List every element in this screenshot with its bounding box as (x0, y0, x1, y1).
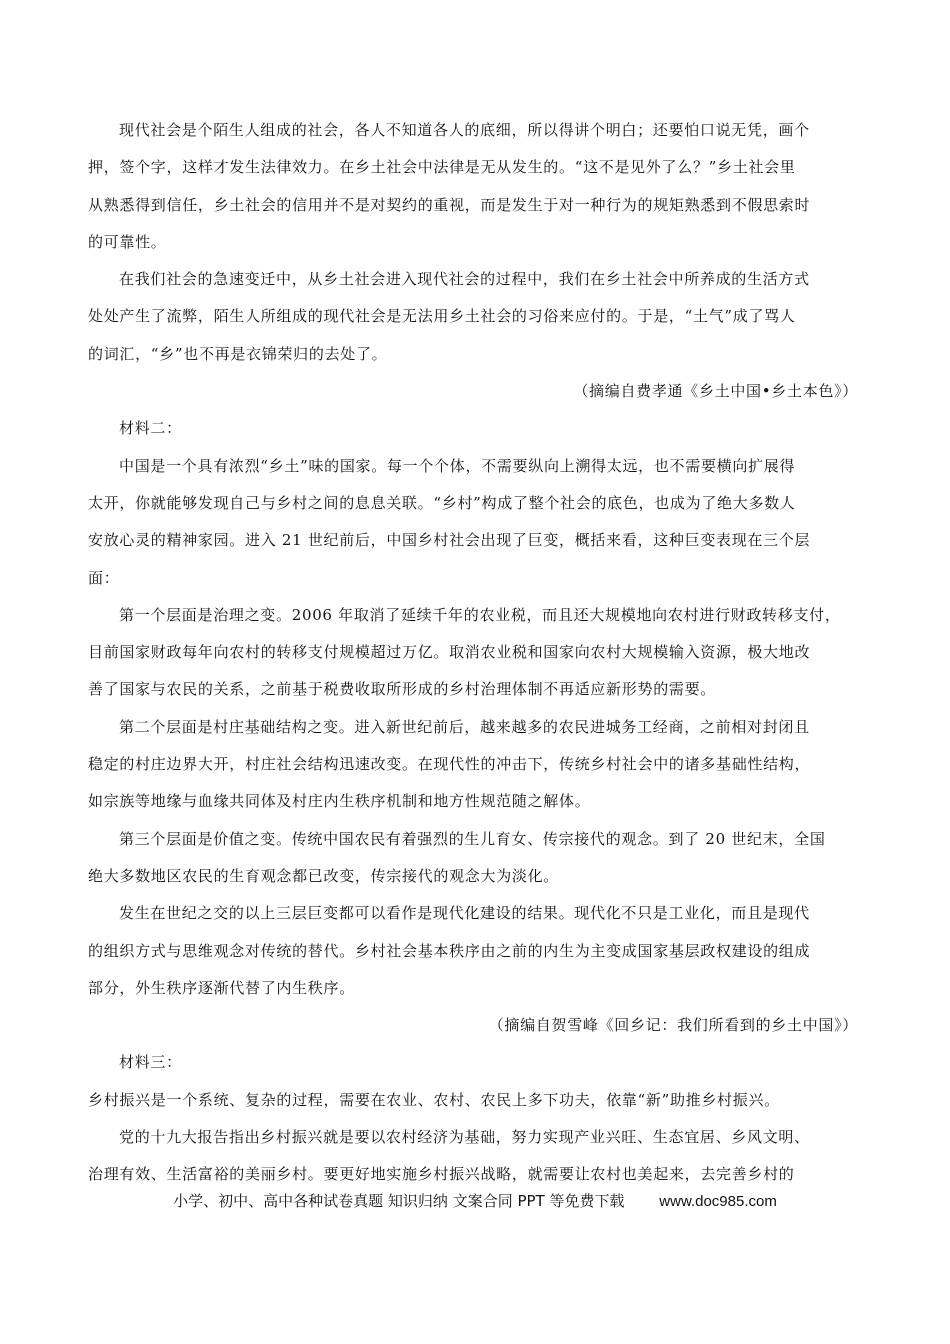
paragraph-line: 押，签个字，这样才发生法律效力。在乡土社会中法律是无从发生的。“这不是见外了么？”乡土社会里 (88, 158, 796, 177)
paragraph-line: 面： (88, 568, 120, 587)
source-citation: （摘编自费孝通《乡土中国•乡土本色》） (573, 382, 858, 401)
paragraph-line: 现代社会是个陌生人组成的社会，各人不知道各人的底细，所以得讲个明白；还要怕口说无凭，画个 (119, 121, 810, 139)
paragraph-line: 第二个层面是村庄基础结构之变。进入新世纪前后，越来越多的农民进城务工经商，之前相对封闭且 (119, 717, 810, 736)
section-heading: 材料二： (119, 419, 182, 438)
paragraph-line: 中国是一个具有浓烈“乡土”味的国家。每一个个体，不需要纵向上溯得太远，也不需要横向扩展得 (119, 456, 796, 475)
paragraph-line: 目前国家财政每年向农村的转移支付规模超过万亿。取消农业税和国家向农村大规模输入资源，极大地改 (88, 643, 811, 662)
paragraph-line: 如宗族等地缘与血缘共同体及村庄内生秩序机制和地方性规范随之解体。 (88, 792, 591, 811)
paragraph-line: 党的十九大报告指出乡村振兴就是要以农村经济为基础，努力实现产业兴旺、生态宜居、乡风文明、 (119, 1128, 810, 1147)
paragraph-line: 安放心灵的精神家园。进入 21 世纪前后，中国乡村社会出现了巨变，概括来看，这种巨变表现在三个层 (88, 531, 811, 550)
paragraph-line: 发生在世纪之交的以上三层巨变都可以看作是现代化建设的结果。现代化不只是工业化，而且是现代 (119, 904, 810, 923)
paragraph-line: 治理有效、生活富裕的美丽乡村。要更好地实施乡村振兴战略，就需要让农村也美起来，去完善乡村的 (88, 1165, 795, 1184)
paragraph-line: 善了国家与农民的关系，之前基于税费收取所形成的乡村治理体制不再适应新形势的需要。 (88, 680, 717, 699)
paragraph-line: 第一个层面是治理之变。2006 年取消了延续千年的农业税，而且还大规模地向农村进行财政转移支付， (119, 605, 841, 624)
paragraph-line: 的组织方式与思维观念对传统的替代。乡村社会基本秩序由之前的内生为主变成国家基层政权建设的组成 (88, 941, 811, 960)
paragraph-line: 在我们社会的急速变迁中，从乡土社会进入现代社会的过程中，我们在乡土社会中所养成的生活方式 (119, 270, 810, 289)
footer-site-link[interactable]: www.doc985.com (659, 1193, 777, 1210)
article-body (88, 112, 860, 1194)
paragraph-line: 乡村振兴是一个系统、复杂的过程，需要在农业、农村、农民上多下功夫，依靠“新”助推乡村振兴。 (88, 1090, 780, 1109)
paragraph-line: 从熟悉得到信任，乡土社会的信用并不是对契约的重视，而是发生于对一种行为的规矩熟悉到不假思索时 (88, 195, 811, 214)
paragraph-line: 的可靠性。 (88, 232, 167, 251)
paragraph-line: 第三个层面是价值之变。传统中国农民有着强烈的生儿育女、传宗接代的观念。到了 20 世纪末，全国 (119, 829, 826, 848)
paragraph-line: 绝大多数地区农民的生育观念都已改变，传宗接代的观念大为淡化。 (88, 866, 560, 885)
page-footer (0, 1190, 950, 1216)
source-citation: （摘编自贺雪峰《回乡记：我们所看到的乡土中国》） (488, 1016, 858, 1035)
footer-text: 小学、初中、高中各种试卷真题 知识归纳 文案合同 PPT 等免费下载 (173, 1192, 625, 1210)
paragraph-line: 的词汇，“乡”也不再是衣锦荣归的去处了。 (88, 344, 388, 363)
paragraph-line: 部分，外生秩序逐渐代替了内生秩序。 (88, 978, 355, 997)
paragraph-line: 处处产生了流弊，陌生人所组成的现代社会是无法用乡土社会的习俗来应付的。于是，“土气”成了骂人 (88, 307, 796, 326)
section-heading: 材料三： (119, 1053, 182, 1072)
paragraph-line: 太开，你就能够发现自己与乡村之间的息息关联。“乡村”构成了整个社会的底色，也成为了绝大多数人 (88, 493, 796, 512)
paragraph-line: 稳定的村庄边界大开，村庄社会结构迅速改变。在现代性的冲击下，传统乡村社会中的诸多基础性结构， (88, 755, 811, 774)
